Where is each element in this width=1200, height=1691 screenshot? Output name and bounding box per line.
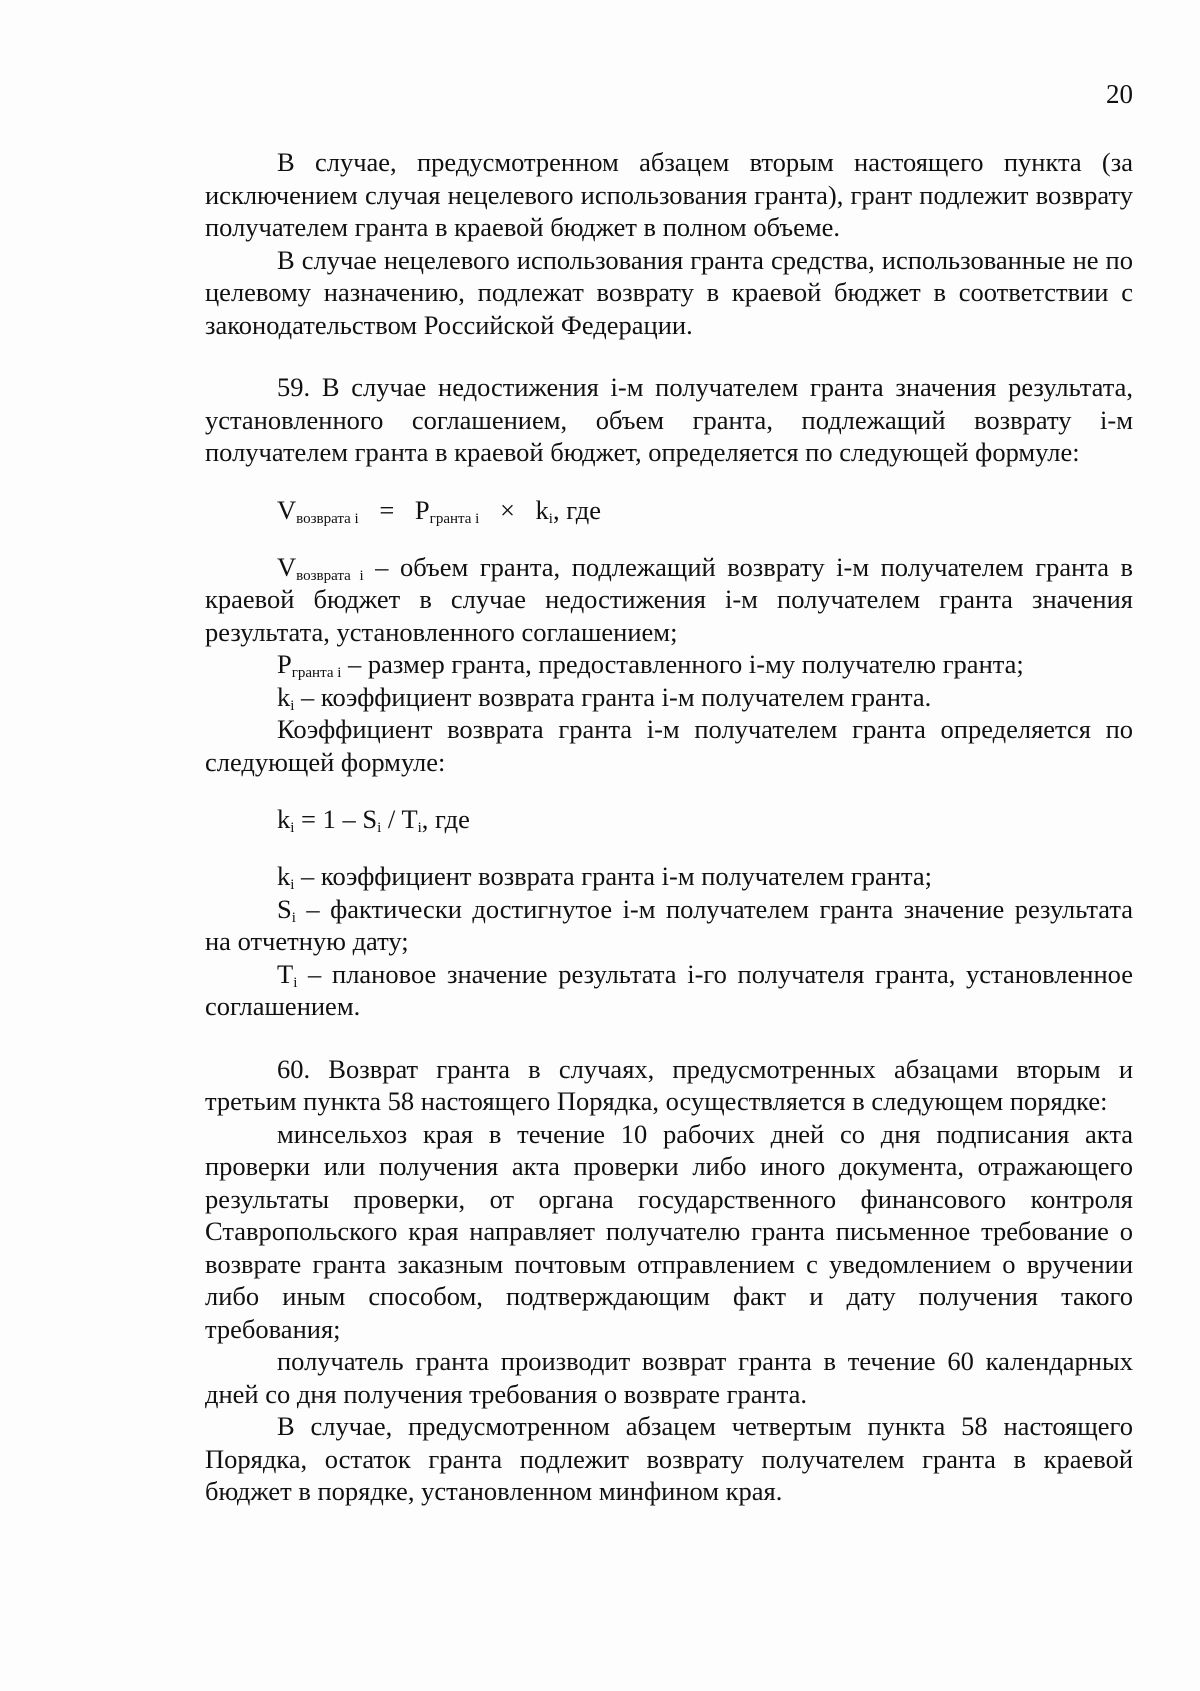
definition-subscript: i [291,909,296,926]
definition-subscript: гранта i [291,665,342,681]
definition-text: – объем гранта, подлежащий возврату i-м получателем гранта в краевой бюджет в случае недостижения i-м получателем гранта значения результата, установленного соглашением; [205,551,1134,647]
formula-subscript: возврата i [296,510,359,527]
definition-p [205,648,1133,681]
spacer [205,836,1133,860]
spacer [205,1023,1133,1053]
definition-subscript: i [290,877,295,893]
definition-text: – фактически достигнутое i-м получателем гранта значение результата на отчетную дату; [205,893,1133,956]
formula-tail: , где [421,804,470,834]
formula-symbol-s: S [362,804,378,834]
formula-subscript: i [417,820,422,836]
definition-text: – плановое значение результата i-го получателя гранта, установленное соглашением. [205,958,1133,1021]
definition-symbol: P [277,649,292,679]
formula-return-volume [205,493,1133,527]
formula-return-coefficient [205,802,1133,836]
definition-symbol: k [277,861,291,891]
spacer [205,469,1133,493]
definition-symbol: T [277,958,294,989]
definition-subscript: возврата i [296,567,364,584]
definition-text: – коэффициент возврата гранта i-м получателем гранта. [294,681,932,712]
formula-symbol-v: V [277,494,297,525]
definition-symbol: S [277,893,292,924]
definition-v [205,551,1133,649]
spacer [205,527,1133,551]
paragraph-coefficient-intro: Коэффициент возврата гранта i-м получателем гранта определяется по следующей формуле: [205,714,1133,777]
definition-k [205,681,1133,714]
formula-equals: = [379,494,395,525]
formula-subscript: гранта i [429,510,480,527]
paragraph-59-intro: 59. В случае недостижения i-м получателем гранта значения результата, установленного соглашением, объем гранта, подлежащий возврату i-м получателем гранта в краевой бюджет, определяется по следующей формуле: [205,372,1133,467]
formula-symbol-p: P [414,494,430,525]
paragraph-60-ministry: минсельхоз края в течение 10 рабочих дней со дня подписания акта проверки или получения акта проверки либо иного документа, отражающего результаты проверки, от органа государственного финансового контроля Ставропольского края направляет получателю гранта письменное требование о возврате гранта заказным почтовым отправлением с уведомлением о вручении либо иным способом, подтверждающим факт и дату получения такого требования; [205,1118,1133,1344]
page-number: 20 [1106,79,1133,109]
formula-divide: / [381,804,402,834]
paragraph-60-remainder: В случае, предусмотренном абзацем четвертым пункта 58 настоящего Порядка, остаток гранта подлежит возврату получателем гранта в краевой бюджет в порядке, установленном минфином края. [205,1411,1133,1506]
formula-subscript: i [290,820,295,836]
definition-symbol: k [277,681,291,712]
definition-symbol: V [277,551,297,582]
paragraph-60-recipient: получатель гранта производит возврат гранта в течение 60 календарных дней со дня получения требования о возврате гранта. [205,1346,1133,1409]
definition-text: – коэффициент возврата гранта i-м получателем гранта; [294,861,933,891]
formula-tail: , где [552,494,601,525]
spacer [205,778,1133,802]
paragraph-return-full: В случае, предусмотренном абзацем вторым настоящего пункта (за исключением случая нецелевого использования гранта), грант подлежит возврату получателем гранта в краевой бюджет в полном объеме. [205,147,1133,242]
definition-text: – размер гранта, предоставленного i-му получателю гранта; [341,649,1024,679]
definition-subscript: i [290,697,295,714]
spacer [205,341,1133,371]
paragraph-60-intro: 60. Возврат гранта в случаях, предусмотренных абзацами вторым и третьим пункта 58 настоящего Порядка, осуществляется в следующем порядке: [205,1053,1133,1116]
formula-symbol-k: k [277,804,291,834]
definition-k2 [205,860,1133,893]
definition-s [205,893,1133,958]
formula-symbol-k: k [535,494,549,525]
formula-subscript: i [377,820,382,836]
formula-subscript: i [548,510,553,527]
definition-subscript: i [293,974,298,991]
formula-equals-one-minus: = 1 – [294,804,363,834]
document-body [205,146,1133,1508]
paragraph-misuse: В случае нецелевого использования гранта средства, использованные не по целевому назначению, подлежат возврату в краевой бюджет в соответствии с законодательством Российской Федерации. [205,244,1133,340]
formula-times: × [499,494,515,525]
definition-t [205,958,1133,1023]
formula-symbol-t: T [401,804,418,834]
